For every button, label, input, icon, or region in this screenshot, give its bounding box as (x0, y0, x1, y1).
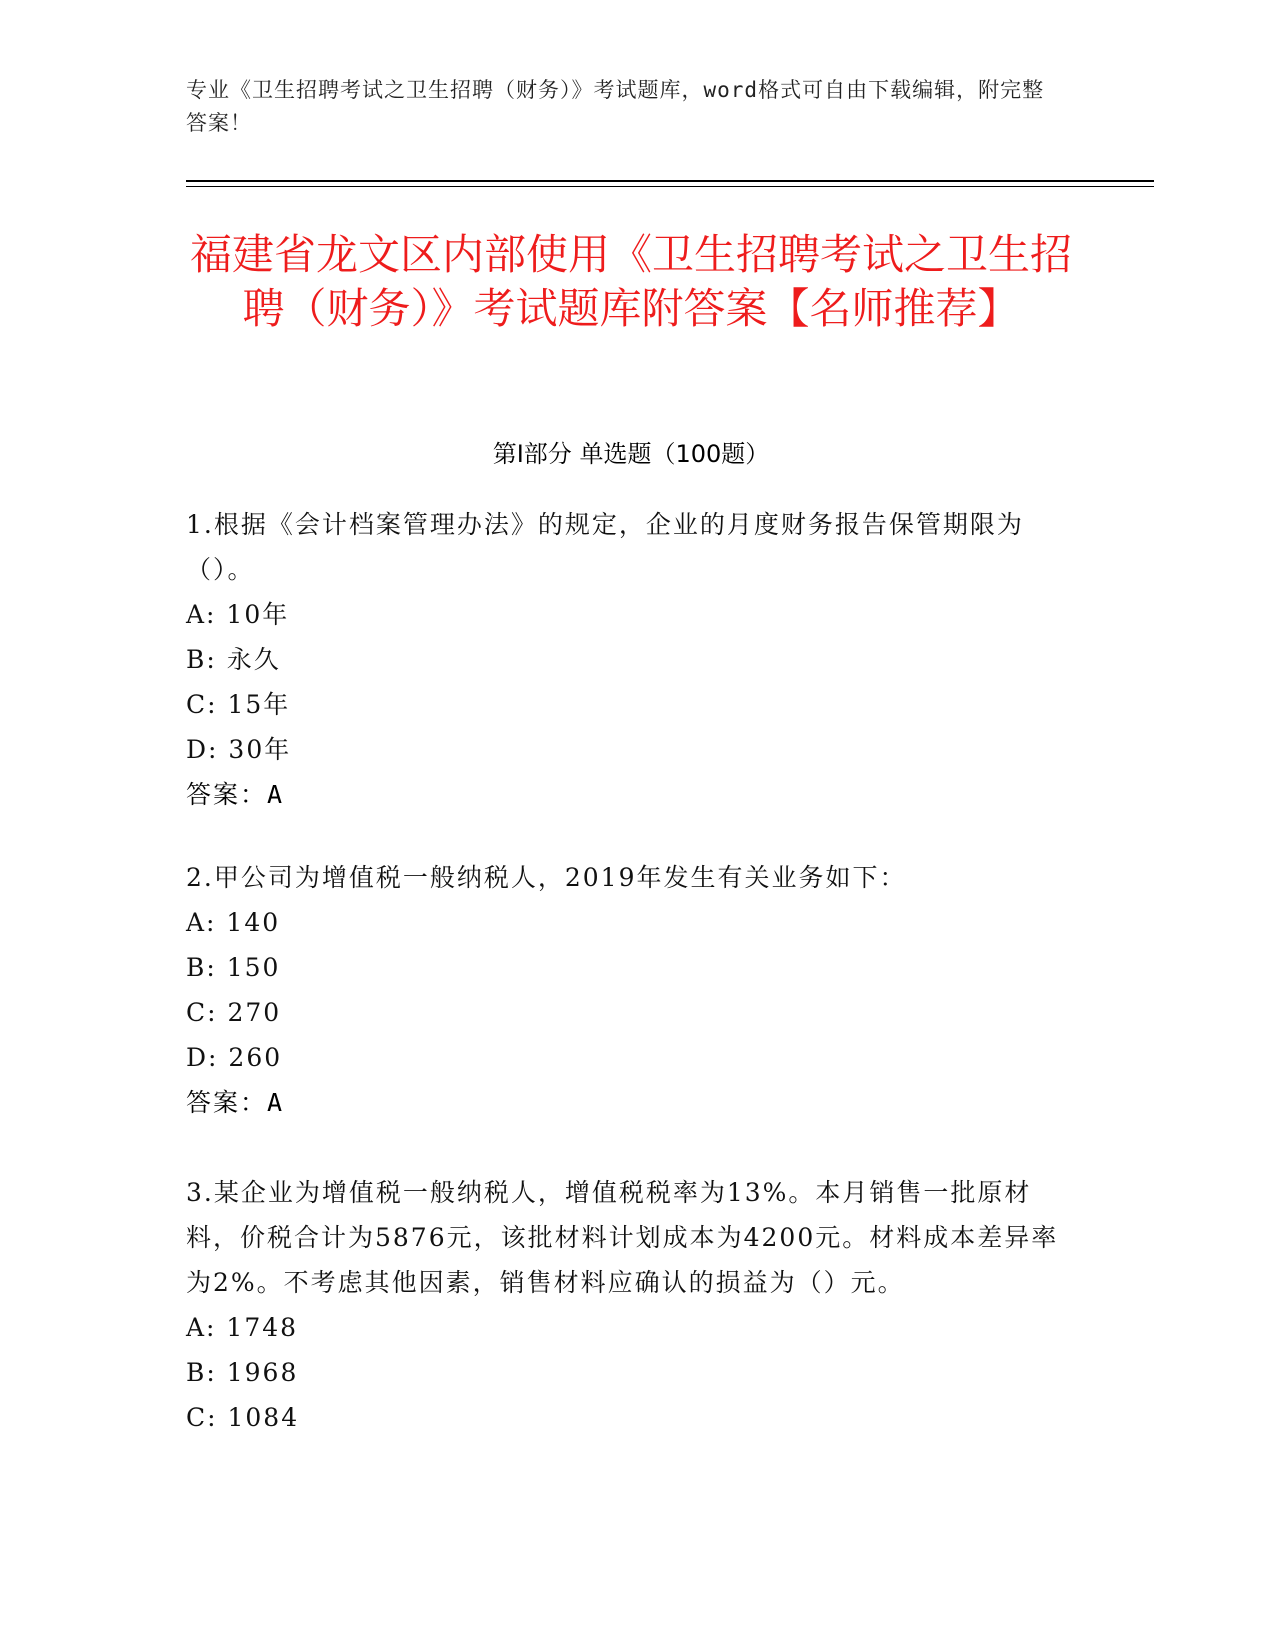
answer-value: A (267, 1088, 285, 1117)
option-c: C: 1084 (186, 1403, 300, 1432)
question-3 (186, 1170, 1076, 1440)
section-title: 第Ⅰ部分 单选题（100题） (492, 440, 770, 468)
question-2 (186, 855, 1076, 1125)
answer-line (186, 1080, 1076, 1125)
question-stem: 1.根据《会计档案管理办法》的规定，企业的月度财务报告保管期限为（）。 (186, 510, 1024, 584)
question-stem: 3.某企业为增值税一般纳税人，增值税税率为13%。本月销售一批原材料，价税合计为5876元，该批材料计划成本为4200元。材料成本差异率为2%。不考虑其他因素，销售材料应确认的损益为（）元。 (186, 1178, 1059, 1297)
answer-label: 答案： (186, 780, 268, 809)
option-c: C: 15年 (186, 690, 291, 719)
header-divider-thick (186, 180, 1154, 182)
header-note: 专业《卫生招聘考试之卫生招聘（财务）》考试题库，word格式可自由下载编辑，附完整答案！ (186, 78, 1045, 135)
header-divider-thin (186, 186, 1154, 187)
option-a: A: 10年 (186, 600, 290, 629)
option-a: A: 1748 (186, 1313, 299, 1342)
option-a: A: 140 (186, 908, 281, 937)
option-b: B: 永久 (186, 645, 281, 674)
option-d: D: 30年 (186, 735, 292, 764)
question-stem: 2.甲公司为增值税一般纳税人，2019年发生有关业务如下： (186, 863, 907, 892)
answer-label: 答案： (186, 1088, 268, 1117)
question-1 (186, 502, 1076, 817)
document-title: 福建省龙文区内部使用《卫生招聘考试之卫生招聘（财务）》考试题库附答案【名师推荐】 (189, 230, 1072, 333)
answer-line (186, 772, 1076, 817)
option-b: B: 1968 (186, 1358, 299, 1387)
option-b: B: 150 (186, 953, 281, 982)
answer-value: A (267, 780, 285, 809)
option-d: D: 260 (186, 1043, 283, 1072)
option-c: C: 270 (186, 998, 282, 1027)
